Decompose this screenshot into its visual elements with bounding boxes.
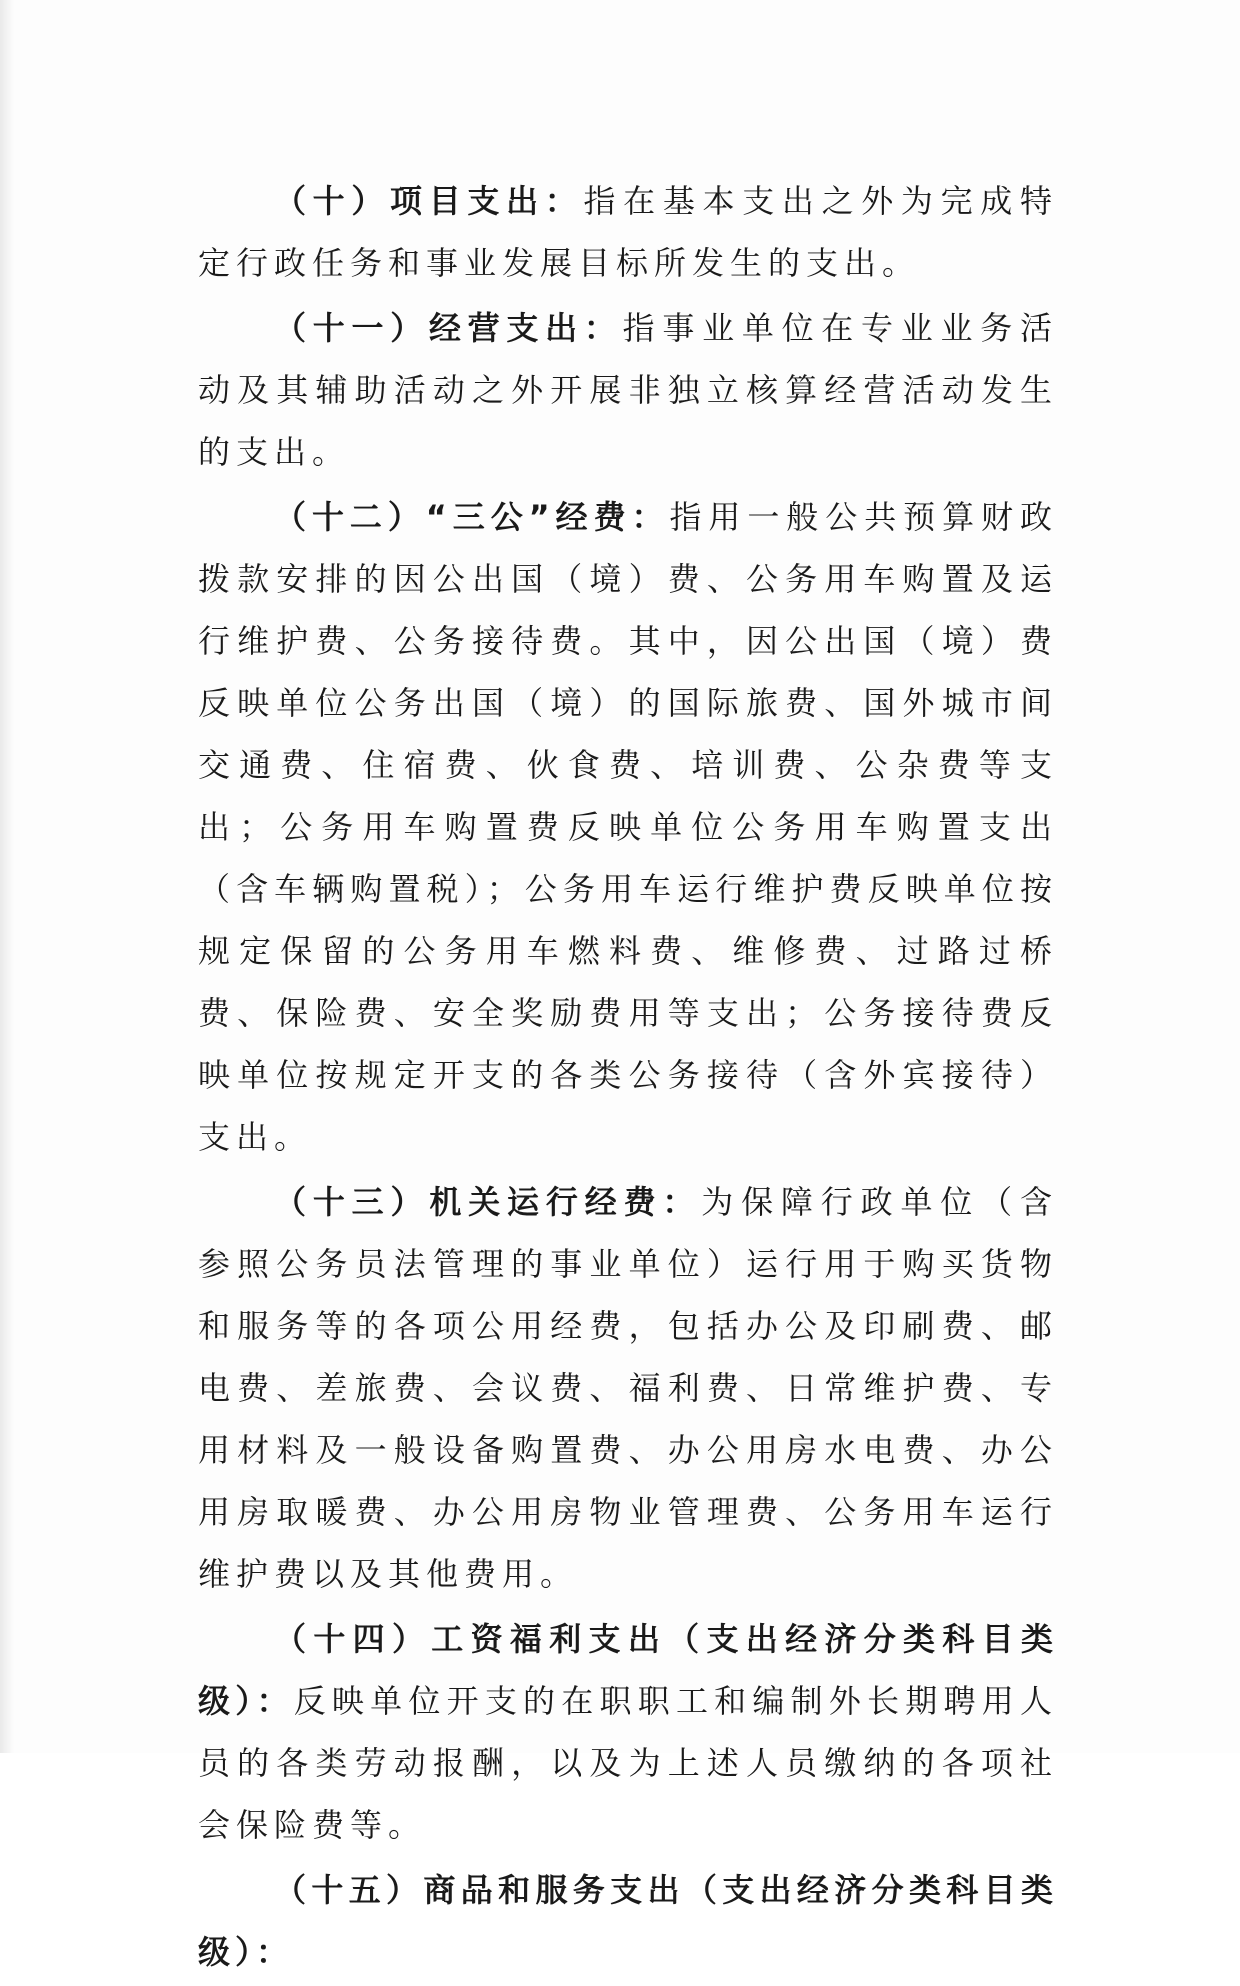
paragraph-text: 指用一般公共预算财政拨款安排的因公出国（境）费、公务用车购置及运行维护费、公务接待费。其中，因公出国（境）费反映单位公务出国（境）的国际旅费、国外城市间交通费、住宿费、伙食费、培训费、公杂费等支出；公务用车购置费反映单位公务用车购置支出（含车辆购置税）；公务用车运行维护费反映单位按规定保留的公务用车燃料费、维修费、过路过桥费、保险费、安全奖励费用等支出；公务接待费反映单位按规定开支的各类公务接待（含外宾接待）支出。: [198, 498, 1058, 1156]
paragraph-operating-expenditure: [198, 297, 1058, 483]
paragraph-text: 指事业单位在专业业务活动及其辅助活动之外开展非独立核算经营活动发生的支出。: [198, 309, 1058, 471]
document-body: [198, 170, 1058, 1986]
paragraph-three-public-expenses: [198, 486, 1058, 1168]
paragraph-heading: （十五）商品和服务支出（支出经济分类科目类级）：: [198, 1871, 1058, 1971]
paragraph-heading: （十三）机关运行经费：: [274, 1183, 702, 1221]
paragraph-heading: （十二）“三公”经费：: [274, 498, 670, 536]
paragraph-project-expenditure: [198, 170, 1058, 294]
paragraph-goods-services: [198, 1859, 1058, 1983]
paragraph-text: 为保障行政单位（含参照公务员法管理的事业单位）运行用于购买货物和服务等的各项公用经费，包括办公及印刷费、邮电费、差旅费、会议费、福利费、日常维护费、专用材料及一般设备购置费、办公用房水电费、办公用房取暖费、办公用房物业管理费、公务用车运行维护费以及其他费用。: [198, 1183, 1058, 1593]
scan-edge-shadow: [0, 0, 14, 1753]
paragraph-heading: （十）项目支出：: [274, 182, 584, 220]
paragraph-heading: （十四）工资福利支出（支出经济分类科目类级）：: [198, 1620, 1058, 1720]
paragraph-agency-operating-funds: [198, 1171, 1058, 1605]
paragraph-text: 指在基本支出之外为完成特定行政任务和事业发展目标所发生的支出。: [198, 182, 1058, 282]
paragraph-heading: （十一）经营支出：: [274, 309, 623, 347]
paragraph-wages-welfare: [198, 1608, 1058, 1856]
paragraph-text: 反映单位开支的在职职工和编制外长期聘用人员的各类劳动报酬，以及为上述人员缴纳的各项社会保险费等。: [198, 1682, 1058, 1844]
